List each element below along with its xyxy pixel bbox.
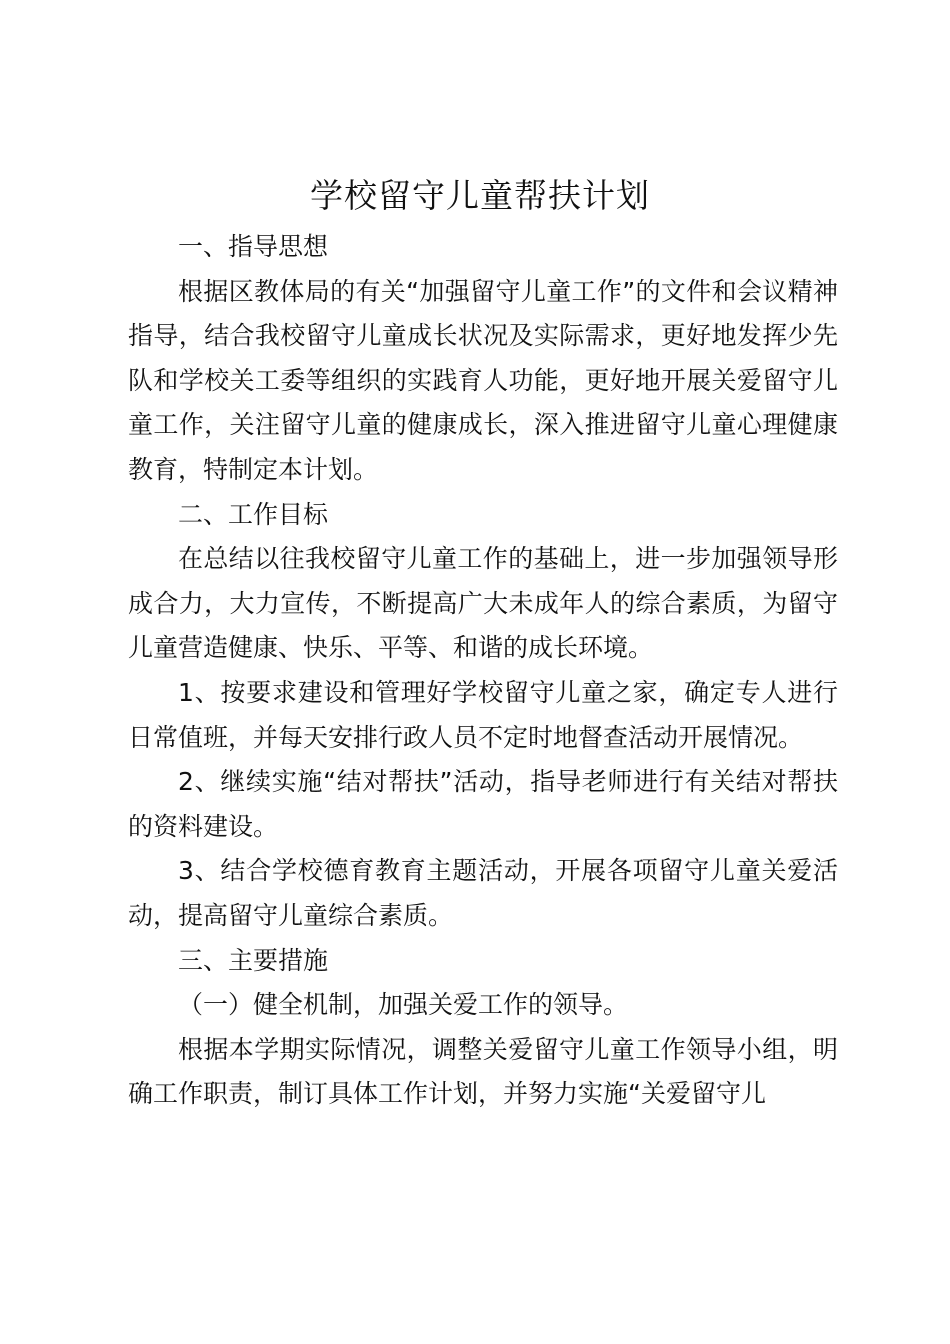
list-item-goal-3: 3、结合学校德育教育主题活动，开展各项留守儿童关爱活动，提高留守儿童综合素质。 xyxy=(128,856,838,930)
paragraph-guiding-thought: 根据区教体局的有关“加强留守儿童工作”的文件和会议精神指导，结合我校留守儿童成长状况及实际需求，更好地发挥少先队和学校关工委等组织的实践育人功能，更好地开展关爱留守儿童工作，关注留守儿童的健康成长，深入推进留守儿童心理健康教育，特制定本计划。 xyxy=(128,276,838,484)
section-heading-main-measures: 三、主要措施 xyxy=(178,945,329,975)
list-item-goal-2: 2、继续实施“结对帮扶”活动，指导老师进行有关结对帮扶的资料建设。 xyxy=(128,767,838,841)
paragraph-mechanism: 根据本学期实际情况，调整关爱留守儿童工作领导小组，明确工作职责，制订具体工作计划，并努力实施“关爱留守儿 xyxy=(128,1034,838,1109)
document-title: 学校留守儿童帮扶计划 xyxy=(310,176,650,215)
subsection-heading-mechanism: （一）健全机制，加强关爱工作的领导。 xyxy=(178,990,629,1020)
section-heading-guiding-thought: 一、指导思想 xyxy=(178,232,329,261)
list-item-goal-1: 1、按要求建设和管理好学校留守儿童之家，确定专人进行日常值班，并每天安排行政人员不定时地督查活动开展情况。 xyxy=(128,677,838,752)
paragraph-work-goals: 在总结以往我校留守儿童工作的基础上，进一步加强领导形成合力，大力宣传，不断提高广大未成年人的综合素质，为留守儿童营造健康、快乐、平等、和谐的成长环境。 xyxy=(128,544,838,663)
section-heading-work-goals: 二、工作目标 xyxy=(178,499,329,529)
document-body xyxy=(128,225,838,1117)
